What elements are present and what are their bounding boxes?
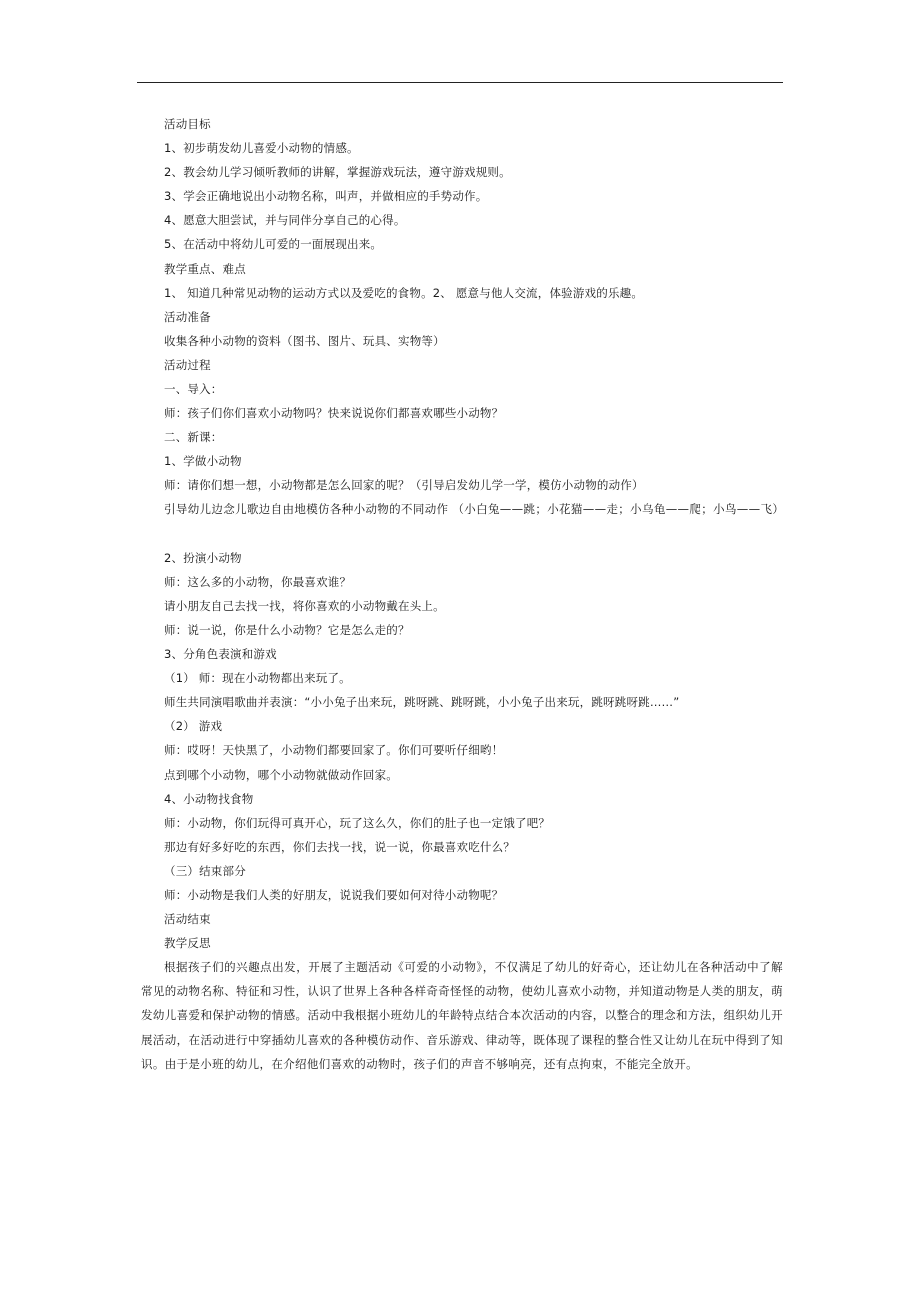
heading-activity-end: 活动结束: [164, 912, 211, 926]
preparation-text: 收集各种小动物的资料（图书、图片、玩具、实物等）: [164, 334, 445, 348]
goal-item-4: 4、愿意大胆尝试，并与同伴分享自己的心得。: [164, 213, 406, 227]
key-points-text: 1、 知道几种常见动物的运动方式以及爱吃的食物。2、 愿意与他人交流，体验游戏的乐趣。: [164, 286, 644, 300]
step-2-question: 师：这么多的小动物，你最喜欢谁？: [164, 575, 352, 589]
heading-process: 活动过程: [164, 358, 211, 372]
step-2-followup: 师：说一说，你是什么小动物？它是怎么走的？: [164, 623, 410, 637]
step-3-sub-1: （1） 师：现在小动物都出来玩了。: [164, 671, 351, 685]
step-4-title: 4、小动物找食物: [164, 792, 254, 806]
heading-reflection: 教学反思: [164, 936, 211, 950]
section-new-lesson: 二、新课：: [164, 430, 223, 444]
game-line-1: 师：哎呀！天快黑了，小动物们都要回家了。你们可要听仔细哟！: [164, 743, 504, 757]
goal-item-3: 3、学会正确地说出小动物名称，叫声，并做相应的手势动作。: [164, 189, 488, 203]
step-4-question: 那边有好多好吃的东西，你们去找一找，说一说，你最喜欢吃什么？: [164, 840, 515, 854]
intro-question: 师：孩子们你们喜欢小动物吗？快来说说你们都喜欢哪些小动物？: [164, 406, 504, 420]
guide-paragraph: 引导幼儿边念儿歌边自由地模仿各种小动物的不同动作 （小白兔——跳；小花猫——走；小乌龟——爬；小鸟——飞）: [164, 502, 785, 516]
section-ending: （三）结束部分: [164, 864, 246, 878]
step-2-instruction: 请小朋友自己去找一找，将你喜欢的小动物戴在头上。: [164, 599, 445, 613]
step-1-teacher-line: 师：请你们想一想，小动物都是怎么回家的呢？（引导启发幼儿学一学，模仿小动物的动作）: [164, 478, 644, 492]
heading-activity-goals: 活动目标: [164, 117, 211, 131]
goal-item-5: 5、在活动中将幼儿可爱的一面展现出来。: [164, 237, 383, 251]
header-rule: [137, 82, 783, 83]
step-3-sub-2: （2） 游戏: [164, 719, 223, 733]
reflection-paragraph: 根据孩子们的兴趣点出发，开展了主题活动《可爱的小动物》，不仅满足了幼儿的好奇心，还让幼儿在各种活动中了解常见的动物名称、特征和习性，认识了世界上各种各样奇奇怪怪的动物，使幼儿喜欢小动物，并知道动物是人类的朋友，萌发幼儿喜爱和保护动物的情感。活动中我根据小班幼儿的年龄特点结合本次活动的内容，以整合的理念和方法，组织幼儿开展活动，在活动进行中穿插幼儿喜欢的各种模仿动作、音乐游戏、律动等，既体现了课程的整合性又让幼儿在玩中得到了知识。由于是小班的幼儿，在介绍他们喜欢的动物时，孩子们的声音不够响亮，还有点拘束，不能完全放开。: [141, 960, 783, 1071]
step-2-title: 2、扮演小动物: [164, 551, 242, 565]
game-line-2: 点到哪个小动物，哪个小动物就做动作回家。: [164, 768, 398, 782]
section-intro: 一、导入：: [164, 382, 223, 396]
step-3-title: 3、分角色表演和游戏: [164, 647, 277, 661]
step-1-title: 1、学做小动物: [164, 454, 242, 468]
song-line: 师生共同演唱歌曲并表演：“小小兔子出来玩，跳呀跳、跳呀跳，小小兔子出来玩，跳呀跳呀跳……”: [164, 695, 680, 709]
heading-preparation: 活动准备: [164, 310, 211, 324]
step-4-teacher-line: 师：小动物，你们玩得可真开心，玩了这么久，你们的肚子也一定饿了吧？: [164, 816, 551, 830]
heading-key-points: 教学重点、难点: [164, 262, 246, 276]
goal-item-2: 2、教会幼儿学习倾听教师的讲解，掌握游戏玩法，遵守游戏规则。: [164, 165, 511, 179]
ending-question: 师：小动物是我们人类的好朋友，说说我们要如何对待小动物呢？: [164, 888, 504, 902]
goal-item-1: 1、初步萌发幼儿喜爱小动物的情感。: [164, 141, 359, 155]
